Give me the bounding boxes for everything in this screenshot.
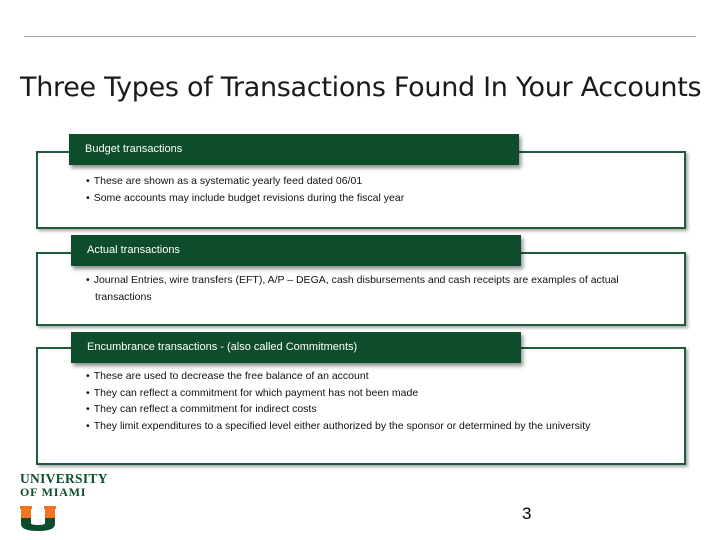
section-budget-bullets: [86, 173, 646, 206]
list-item: • These are used to decrease the free balance of an account: [86, 368, 646, 385]
slide-title: Three Types of Transactions Found In Your Accounts: [20, 72, 702, 103]
section-encumbrance-bullets: [86, 368, 646, 434]
u-logo-icon: [20, 506, 58, 532]
section-actual-header: Actual transactions: [71, 235, 521, 266]
section-encumbrance-header: Encumbrance transactions - (also called Commitments): [71, 332, 521, 363]
list-item: • They can reflect a commitment for which payment has not been made: [86, 385, 646, 402]
logo-line-university: UNIVERSITY: [20, 471, 108, 486]
section-budget-header: Budget transactions: [69, 134, 519, 165]
logo-line-of-miami: OF MIAMI: [20, 485, 87, 499]
university-logo: [20, 472, 108, 499]
list-item: • Journal Entries, wire transfers (EFT), A/P – DEGA, cash disbursements and cash receipts are examples of actual transactions: [86, 272, 646, 305]
section-actual-bullets: [86, 272, 646, 305]
list-item: • Some accounts may include budget revisions during the fiscal year: [86, 190, 646, 207]
list-item: • They limit expenditures to a specified level either authorized by the sponsor or determined by the university: [86, 418, 646, 435]
list-item: • These are shown as a systematic yearly feed dated 06/01: [86, 173, 646, 190]
page-number: 3: [522, 504, 532, 523]
top-divider: [24, 36, 696, 37]
list-item: • They can reflect a commitment for indirect costs: [86, 401, 646, 418]
